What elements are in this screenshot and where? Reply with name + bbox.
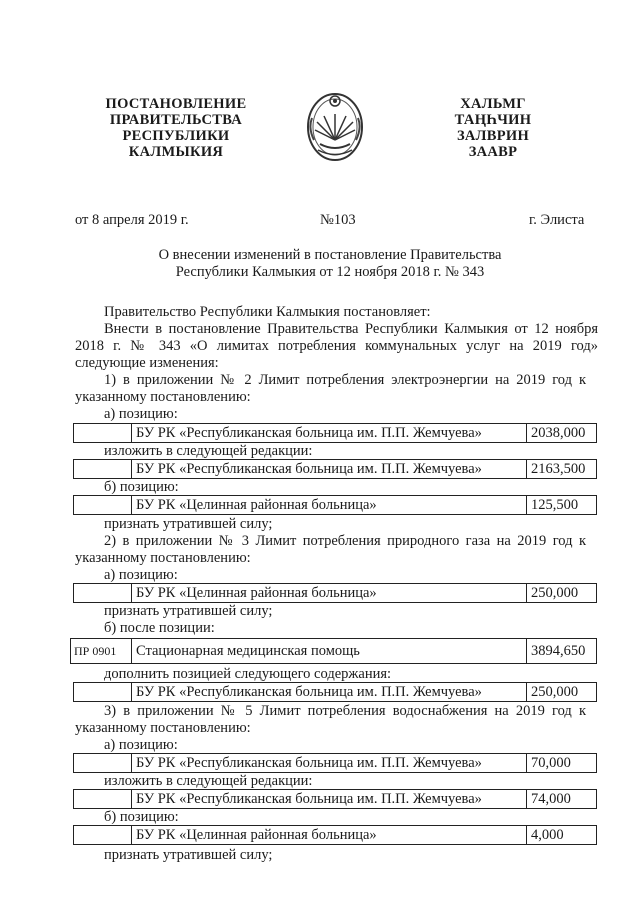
table-row [73,789,597,809]
header-right-line: ХАЛЬМГ [460,96,526,112]
row-code [74,424,129,442]
row-value: 3894,650 [531,643,586,659]
subitem-label: а) позицию: [104,567,178,583]
subitem-label: а) позицию: [104,406,178,422]
emblem-icon [302,88,368,164]
instruction-text: изложить в следующей редакции: [104,773,313,789]
document-number: №103 [320,212,356,228]
subitem-label: б) после позиции: [104,620,215,636]
table-row [73,495,597,515]
cell-divider [526,639,527,663]
cell-divider [131,754,132,772]
table-row [73,423,597,443]
row-value: 125,500 [531,497,579,513]
cell-divider [131,790,132,808]
row-name: БУ РК «Целинная районная больница» [136,585,377,601]
instruction-text: изложить в следующей редакции: [104,443,313,459]
header-right-line: ЗАЛВРИН [456,128,530,144]
table-row [73,459,597,479]
header-left-line: РЕСПУБЛИКИ [122,128,230,144]
section-2-heading: 2) в приложении № 3 Лимит потребления природного газа на 2019 год к [104,533,586,549]
cell-divider [526,424,527,442]
row-value: 74,000 [531,791,571,807]
row-code [74,790,129,808]
section-2-heading: указанному постановлению: [75,550,251,566]
cell-divider [131,683,132,701]
row-code [74,496,129,514]
header-left-line: ПРАВИТЕЛЬСТВА [109,112,243,128]
cell-divider [131,826,132,844]
row-value: 2038,000 [531,425,586,441]
cell-divider [526,754,527,772]
table-row [73,682,597,702]
row-value: 250,000 [531,585,579,601]
row-name: Стационарная медицинская помощь [136,643,360,659]
instruction-text: признать утратившей силу; [104,516,273,532]
row-name: БУ РК «Целинная районная больница» [136,827,377,843]
body-paragraph: Правительство Республики Калмыкия постановляет: [104,304,431,320]
header-right [418,96,568,160]
cell-divider [526,496,527,514]
row-code: ПР 0901 [74,644,117,658]
row-name: БУ РК «Республиканская больница им. П.П. Жемчуева» [136,755,482,771]
row-code [74,460,129,478]
section-1-heading: указанному постановлению: [75,389,251,405]
row-value: 70,000 [531,755,571,771]
row-code [74,826,129,844]
subitem-label: б) позицию: [104,479,179,495]
body-paragraph: Внести в постановление Правительства Республики Калмыкия от 12 ноября [104,321,598,337]
row-name: БУ РК «Республиканская больница им. П.П. Жемчуева» [136,425,482,441]
table-row [73,753,597,773]
cell-divider [131,496,132,514]
row-value: 4,000 [531,827,564,843]
title-line: О внесении изменений в постановление Правительства [158,247,502,263]
header-left [86,96,266,160]
instruction-text: признать утратившей силу; [104,603,273,619]
cell-divider [526,826,527,844]
subitem-label: б) позицию: [104,809,179,825]
row-value: 250,000 [531,684,579,700]
cell-divider [526,460,527,478]
instruction-text: признать утратившей силу; [104,847,273,863]
row-name: БУ РК «Республиканская больница им. П.П. Жемчуева» [136,461,482,477]
header-left-line: КАЛМЫКИЯ [128,144,224,160]
header-right-line: ЗААВР [468,144,518,160]
cell-divider [131,584,132,602]
document-date: от 8 апреля 2019 г. [75,212,189,228]
row-value: 2163,500 [531,461,586,477]
section-3-heading: указанному постановлению: [75,720,251,736]
title-line: Республики Калмыкия от 12 ноября 2018 г. № 343 [175,264,485,280]
cell-divider [131,460,132,478]
document-city: г. Элиста [529,212,585,228]
row-name: БУ РК «Республиканская больница им. П.П. Жемчуева» [136,791,482,807]
section-1-heading: 1) в приложении № 2 Лимит потребления электроэнергии на 2019 год к [104,372,586,388]
table-row [73,825,597,845]
table-row [70,638,597,664]
table-row [73,583,597,603]
cell-divider [131,639,132,663]
row-code [74,754,129,772]
cell-divider [131,424,132,442]
cell-divider [526,790,527,808]
subitem-label: а) позицию: [104,737,178,753]
row-name: БУ РК «Целинная районная больница» [136,497,377,513]
body-paragraph: следующие изменения: [75,355,219,371]
row-code [74,584,129,602]
header-right-line: ТАҢҺЧИН [454,112,532,128]
section-3-heading: 3) в приложении № 5 Лимит потребления водоснабжения на 2019 год к [104,703,586,719]
row-name: БУ РК «Республиканская больница им. П.П. Жемчуева» [136,684,482,700]
instruction-text: дополнить позицией следующего содержания: [104,666,392,682]
header-left-line: ПОСТАНОВЛЕНИЕ [105,96,247,112]
cell-divider [526,584,527,602]
cell-divider [526,683,527,701]
body-paragraph: 2018 г. № 343 «О лимитах потребления коммунальных услуг на 2019 год» [75,338,598,354]
row-code [74,683,129,701]
